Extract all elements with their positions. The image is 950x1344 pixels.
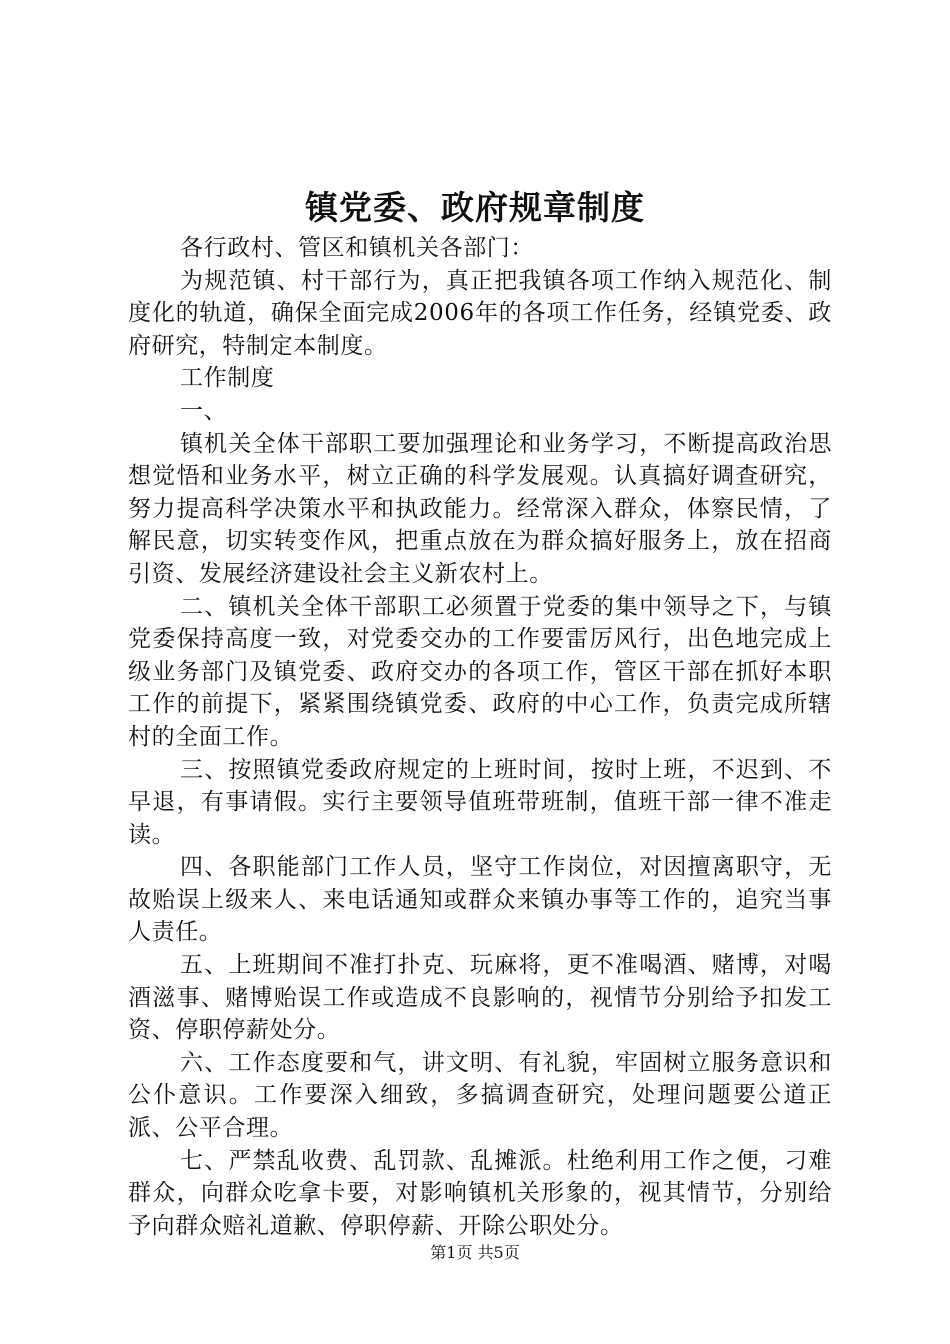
- paragraph-salutation: 各行政村、管区和镇机关各部门：: [180, 235, 534, 261]
- paragraph-section-heading: 工作制度: [180, 365, 275, 392]
- paragraph-intro: 为规范镇、村干部行为，真正把我镇各项工作纳入规范化、制度化的轨道，确保全面完成2006年的各项工作任务，经镇党委、政府研究，特制定本制度。: [128, 267, 832, 359]
- paragraph-item-6: 六、工作态度要和气，讲文明、有礼貌，牢固树立服务意识和公仆意识。工作要深入细致，多搞调查研究，处理问题要公道正派、公平合理。: [128, 1049, 832, 1142]
- paragraph-item-5: 五、上班期间不准打扑克、玩麻将，更不准喝酒、赌博，对喝酒滋事、赌博贻误工作或造成不良影响的，视情节分别给予扣发工资、停职停薪处分。: [128, 952, 832, 1044]
- document-title: 镇党委、政府规章制度: [305, 188, 645, 227]
- paragraph-item-1: 镇机关全体干部职工要加强理论和业务学习，不断提高政治思想觉悟和业务水平，树立正确的科学发展观。认真搞好调查研究，努力提高科学决策水平和执政能力。经常深入群众，体察民情，了解民意，切实转变作风，把重点放在为群众搞好服务上，放在招商引资、发展经济建设社会主义新农村上。: [128, 430, 832, 587]
- paragraph-item-3: 三、按照镇党委政府规定的上班时间，按时上班，不迟到、不早退，有事请假。实行主要领导值班带班制，值班干部一律不准走读。: [128, 756, 832, 848]
- page-footer: 第1页 共5页: [430, 1243, 520, 1262]
- paragraph-item-2: 二、镇机关全体干部职工必须置于党委的集中领导之下，与镇党委保持高度一致，对党委交办的工作要雷厉风行，出色地完成上级业务部门及镇党委、政府交办的各项工作，管区干部在抓好本职工作的前提下，紧紧围绕镇党委、政府的中心工作，负责完成所辖村的全面工作。: [128, 593, 832, 750]
- paragraph-item-7: 七、严禁乱收费、乱罚款、乱摊派。杜绝利用工作之便，刁难群众，向群众吃拿卡要，对影响镇机关形象的，视其情节，分别给予向群众赔礼道歉、停职停薪、开除公职处分。: [128, 1147, 832, 1239]
- paragraph-item-4: 四、各职能部门工作人员，坚守工作岗位，对因擅离职守，无故贻误上级来人、来电话通知或群众来镇办事等工作的，追究当事人责任。: [128, 854, 832, 946]
- document-body: [128, 232, 832, 1242]
- paragraph-item-1-number: 一、: [180, 397, 228, 424]
